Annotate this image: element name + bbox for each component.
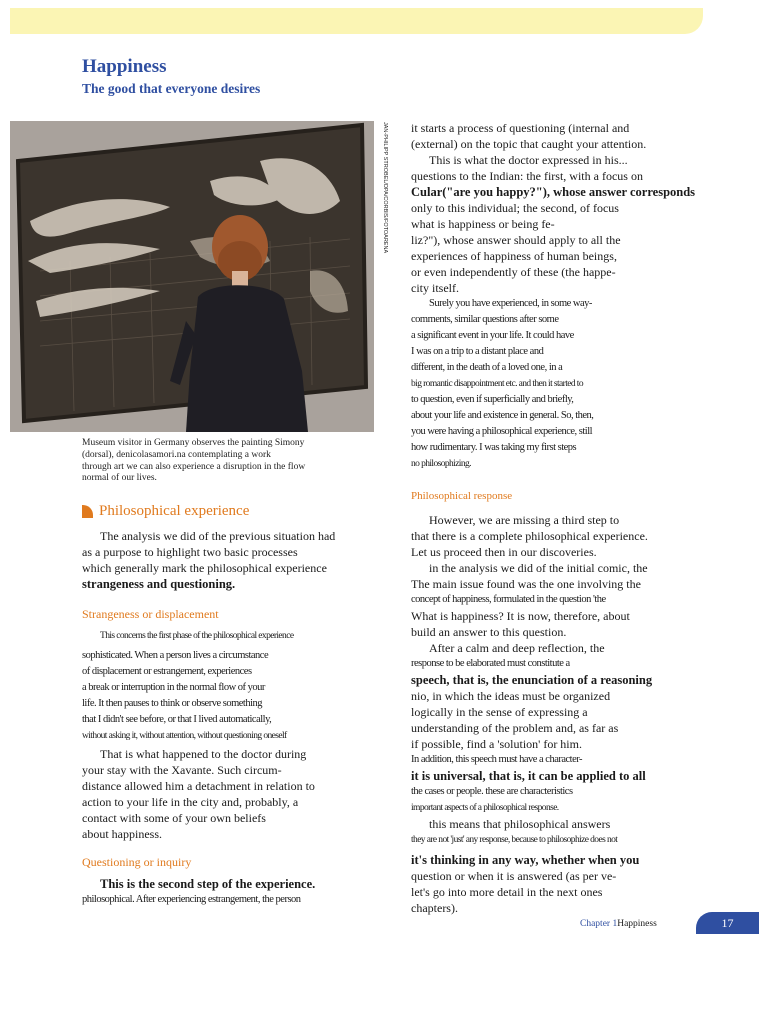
text-line: sophisticated. When a person lives a circumstance — [82, 650, 269, 661]
text-line: the cases or people. these are characteristics — [411, 786, 573, 797]
left-column — [82, 528, 350, 908]
paragraph — [411, 816, 691, 916]
text-line: they are not 'just' any response, because to philosophize does not — [411, 835, 618, 845]
text-line: how rudimentary. I was taking my first steps — [411, 442, 577, 453]
text-line: distance allowed him a detachment in relation to — [82, 779, 315, 793]
text-line: However, we are missing a third step to — [429, 513, 620, 527]
section-marker-icon — [82, 505, 93, 518]
text-line: let's go into more detail in the next ones — [411, 885, 603, 899]
text-line: your stay with the Xavante. Such circum- — [82, 763, 282, 777]
bold-line: speech, that is, the enunciation of a reasoning — [411, 673, 653, 687]
text-line: questions to the Indian: the first, with a focus on — [411, 169, 643, 183]
text-line: The analysis we did of the previous situation had — [100, 529, 336, 543]
paragraph — [411, 512, 691, 560]
text-line: a significant event in your life. It could have — [411, 330, 574, 341]
text-line: life. It then pauses to think or observe something — [82, 698, 263, 709]
text-line: a break or interruption in the normal flow of your — [82, 682, 265, 693]
text-line: The main issue found was the one involving the — [411, 577, 641, 591]
text-line: it starts a process of questioning (internal and — [411, 121, 630, 135]
bold-line: strangeness and questioning. — [82, 577, 236, 591]
text-line: different, in the death of a loved one, in a — [411, 362, 563, 373]
text-line: that there is a complete philosophical experience. — [411, 529, 648, 543]
strangeness-paragraph — [82, 628, 350, 744]
text-line: comments, similar questions after some — [411, 314, 559, 325]
text-line: liz?"), whose answer should apply to all the — [411, 233, 621, 247]
text-line: only to this individual; the second, of focus — [411, 201, 619, 215]
caption-line: through art we can also experience a disruption in the flow — [82, 461, 306, 472]
text-line: or even independently of these (the happe- — [411, 265, 616, 279]
text-line: response to be elaborated must constitute a — [411, 658, 570, 669]
text-line: (external) on the topic that caught your attention. — [411, 137, 647, 151]
page-number: 17 — [721, 915, 734, 930]
bold-line: it's thinking in any way, whether when you — [411, 853, 640, 867]
text-line: understanding of the problem and, as far as — [411, 721, 619, 735]
text-line: as a purpose to highlight two basic processes — [82, 545, 298, 559]
photo-caption — [82, 438, 347, 485]
paragraph — [411, 640, 691, 816]
text-line: of displacement or estrangement, experiences — [82, 666, 252, 677]
footer-chapter-label — [580, 919, 657, 929]
text-line: no philosophizing. — [411, 459, 471, 469]
museum-photo — [10, 121, 374, 432]
text-line: big romantic disappointment etc. and then it started to — [411, 379, 583, 389]
page-subtitle: The good that everyone desires — [82, 81, 261, 96]
text-line: After a calm and deep reflection, the — [429, 641, 605, 655]
text-line: This concerns the first phase of the philosophical experience — [100, 631, 294, 641]
section-heading — [82, 503, 249, 520]
paragraph — [411, 120, 691, 152]
bold-line: it is universal, that is, it can be applied to all — [411, 769, 646, 783]
text-line: logically in the sense of expressing a — [411, 705, 588, 719]
text-line: this means that philosophical answers — [429, 817, 611, 831]
caption-line: (dorsal), denicolasamori.na contemplating a work — [82, 449, 271, 460]
paragraph — [411, 296, 691, 472]
text-line: question or when it is answered (as per ve- — [411, 869, 617, 883]
xavante-paragraph — [82, 746, 350, 842]
top-banner-band — [10, 8, 703, 34]
chapter-number: Chapter 1 — [580, 919, 618, 929]
text-line: Surely you have experienced, in some way- — [429, 298, 592, 309]
text-line: In addition, this speech must have a character- — [411, 754, 583, 765]
right-column — [411, 120, 696, 916]
text-line: nio, in which the ideas must be organized — [411, 689, 611, 703]
paragraph — [411, 560, 691, 640]
text-line: philosophical. After experiencing estrangement, the person — [82, 894, 301, 905]
caption-line: normal of our lives. — [82, 473, 157, 484]
questioning-paragraph — [82, 876, 350, 908]
text-line: chapters). — [411, 901, 458, 915]
text-line: That is what happened to the doctor during — [100, 747, 307, 761]
intro-paragraph — [82, 528, 350, 592]
text-line: What is happiness? It is now, therefore, about — [411, 609, 630, 623]
text-line: Let us proceed then in our discoveries. — [411, 545, 597, 559]
section-heading-text: Philosophical experience — [99, 503, 250, 519]
subheading-response: Philosophical response — [411, 490, 513, 502]
bold-line: Cular("are you happy?"), whose answer corresponds — [411, 185, 696, 199]
text-line: important aspects of a philosophical response. — [411, 803, 559, 813]
bold-line: This is the second step of the experience. — [100, 877, 316, 891]
photo-credit: JAN-PHILIPP STROBEL/DPA/CORBIS/FOTOARENA — [382, 122, 388, 254]
text-line: build an answer to this question. — [411, 625, 567, 639]
text-line: experiences of happiness of human beings, — [411, 249, 617, 263]
text-line: city itself. — [411, 281, 459, 295]
text-line: concept of happiness, formulated in the question 'the — [411, 594, 606, 605]
text-line: in the analysis we did of the initial comic, the — [429, 561, 648, 575]
text-line: you were having a philosophical experience, still — [411, 426, 593, 437]
text-line: contact with some of your own beliefs — [82, 811, 266, 825]
text-line: if possible, find a 'solution' for him. — [411, 737, 582, 751]
paragraph — [411, 152, 696, 296]
subheading-questioning: Questioning or inquiry — [82, 855, 192, 869]
subheading-strangeness: Strangeness or displacement — [82, 607, 219, 621]
page-title: Happiness — [82, 56, 167, 77]
text-line: action to your life in the city and, probably, a — [82, 795, 299, 809]
text-line: to question, even if superficially and briefly, — [411, 394, 574, 405]
text-line: what is happiness or being fe- — [411, 217, 555, 231]
text-line: without asking it, without attention, without questioning oneself — [82, 731, 287, 741]
text-line: I was on a trip to a distant place and — [411, 346, 544, 357]
caption-line: Museum visitor in Germany observes the painting Simony — [82, 438, 305, 448]
page-number-tab — [696, 912, 759, 934]
text-line: about your life and existence in general. So, then, — [411, 410, 594, 421]
text-line: which generally mark the philosophical experience — [82, 561, 327, 575]
text-line: that I didn't see before, or that I lived automatically, — [82, 714, 272, 725]
text-line: about happiness. — [82, 827, 162, 841]
chapter-title: Happiness — [617, 919, 657, 929]
text-line: This is what the doctor expressed in his... — [429, 153, 628, 167]
